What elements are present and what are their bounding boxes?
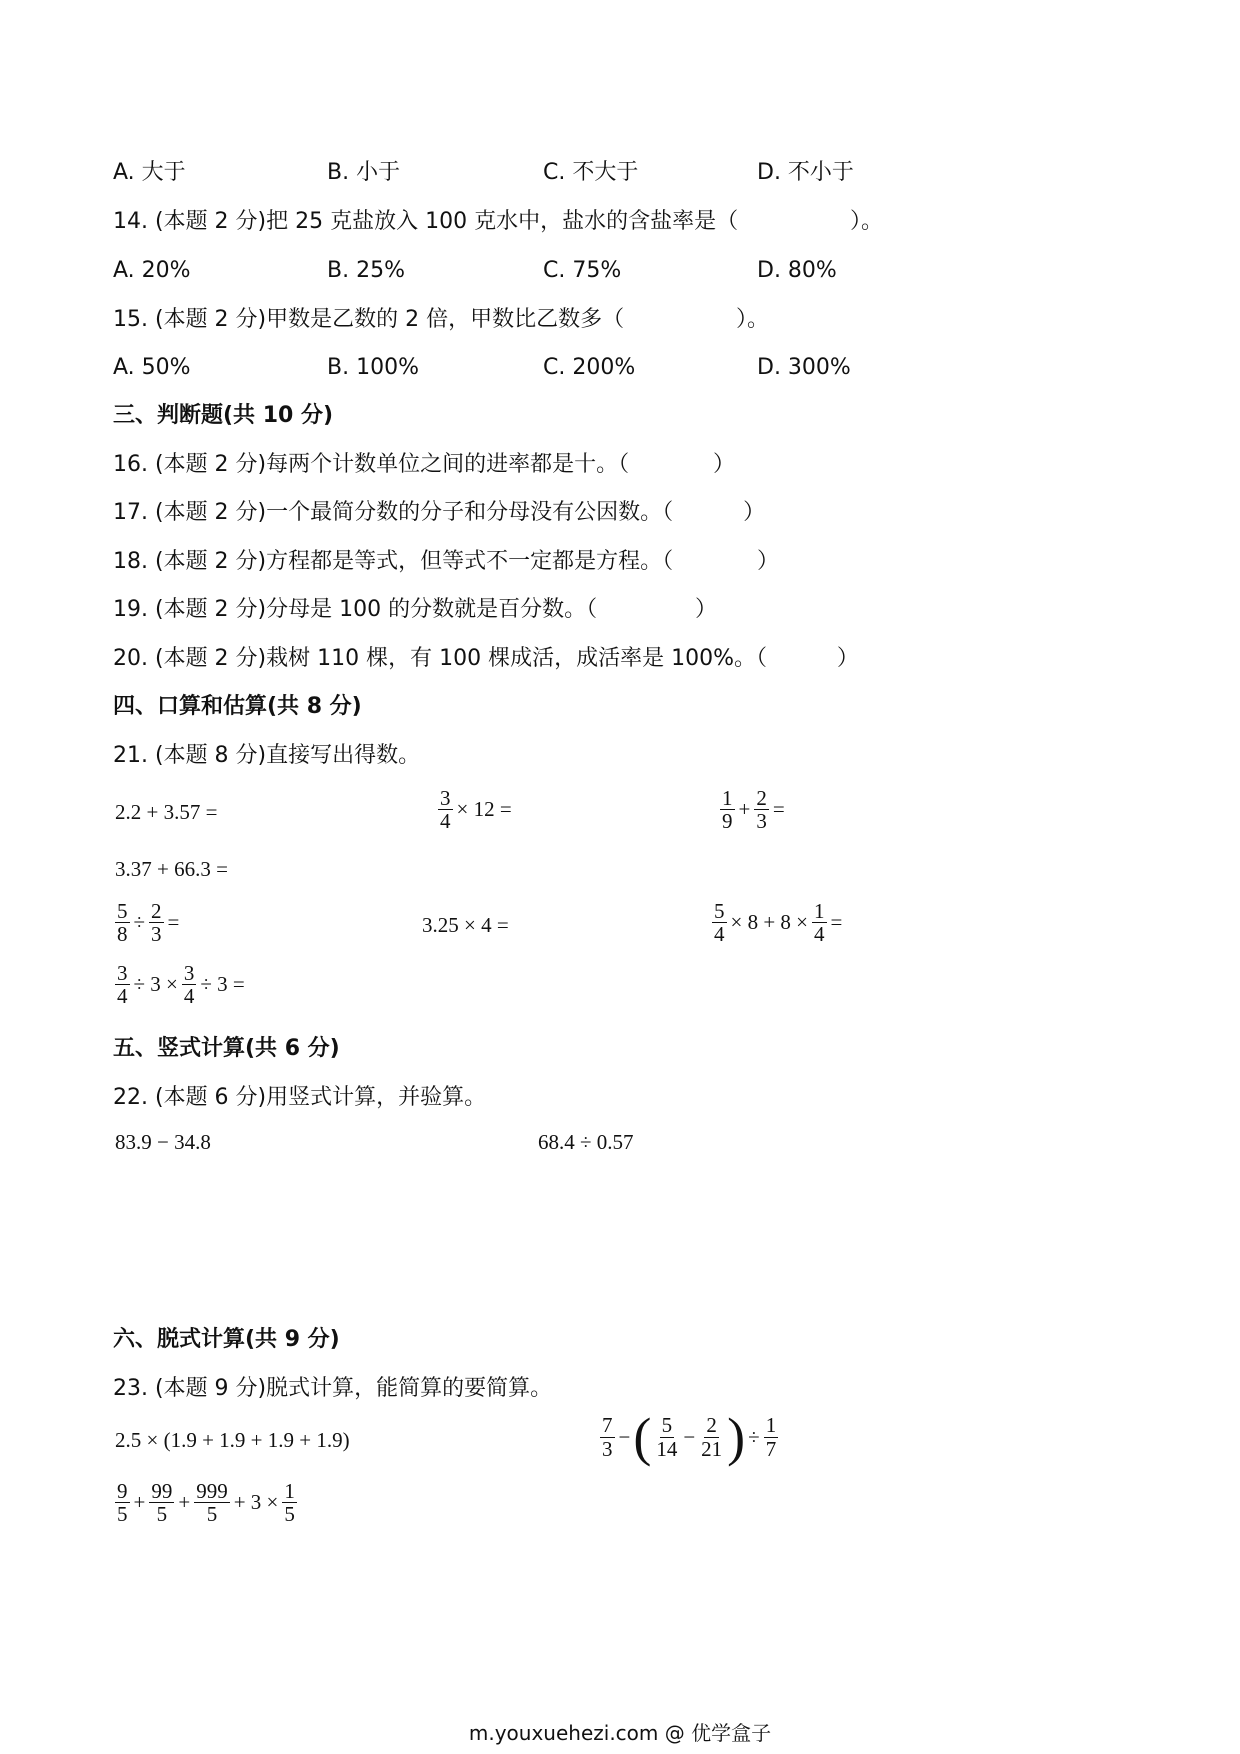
fraction: $\frac{5}{14}$: [656, 1413, 678, 1461]
q13-option-c: C. 不大于: [543, 160, 639, 185]
expr-22-1: 83.9 − 34.8: [115, 1130, 211, 1154]
question-22: 22. (本题 6 分)用竖式计算，并验算。: [113, 1085, 487, 1110]
q13-option-d: D. 不小于: [757, 160, 854, 185]
question-23: 23. (本题 9 分)脱式计算，能简算的要简算。: [113, 1376, 553, 1401]
expr-21-1: 2.2 + 3.57 =: [115, 800, 218, 824]
fraction: $\frac{1}{7}$: [765, 1413, 777, 1461]
fraction: $\frac{2}{21}$: [701, 1413, 723, 1461]
fraction: $\frac{3}{4}$: [117, 961, 128, 1009]
section-4-title: 四、口算和估算(共 8 分): [113, 694, 362, 719]
fraction: $\frac{3}{4}$: [440, 786, 451, 834]
fraction: $\frac{1}{5}$: [284, 1479, 295, 1527]
q14-option-b: B. 25%: [327, 258, 405, 283]
q15-option-b: B. 100%: [327, 355, 419, 380]
q15-option-c: C. 200%: [543, 355, 636, 380]
fraction: $\frac{1}{9}$: [722, 786, 733, 834]
q13-option-a: A. 大于: [113, 160, 186, 185]
question-19: 19. (本题 2 分)分母是 100 的分数就是百分数。（ ）: [113, 597, 718, 622]
question-16: 16. (本题 2 分)每两个计数单位之间的进率都是十。（ ）: [113, 452, 736, 477]
fraction: $\frac{9}{5}$: [117, 1479, 128, 1527]
expr-21-8: $\frac{3}{4}$ ÷ 3 × $\frac{3}{4}$ ÷ 3 =: [117, 961, 245, 1009]
q13-option-b: B. 小于: [327, 160, 401, 185]
expr-23-3: $\frac{9}{5}$ + $\frac{99}{5}$ + $\frac{999}{5}$ + 3 × $\frac{1}{5}$: [117, 1479, 295, 1527]
question-20: 20. (本题 2 分)栽树 110 棵，有 100 棵成活，成活率是 100%。（ ）: [113, 646, 859, 671]
footer-watermark: m.youxuehezi.com @ 优学盒子: [468, 1721, 772, 1745]
fraction: $\frac{3}{4}$: [183, 961, 195, 1009]
q14-option-d: D. 80%: [757, 258, 837, 283]
section-3-title: 三、判断题(共 10 分): [113, 403, 334, 428]
fraction: $\frac{7}{3}$: [602, 1413, 613, 1461]
q14-option-c: C. 75%: [543, 258, 622, 283]
left-paren: (: [633, 1407, 652, 1467]
q15-option-a: A. 50%: [113, 355, 191, 380]
section-6-title: 六、脱式计算(共 9 分): [113, 1327, 340, 1352]
expr-21-7: $\frac{5}{4}$ × 8 + 8 × $\frac{1}{4}$ =: [714, 899, 843, 947]
expr-21-6: 3.25 × 4 =: [422, 913, 509, 937]
right-paren: ): [727, 1407, 746, 1467]
expr-21-2: $\frac{3}{4}$ × 12 =: [440, 786, 512, 834]
fraction: $\frac{99}{5}$: [151, 1479, 173, 1527]
fraction: $\frac{5}{4}$: [714, 899, 725, 947]
q15-option-d: D. 300%: [757, 355, 851, 380]
fraction: $\frac{5}{8}$: [117, 899, 128, 947]
fraction: $\frac{999}{5}$: [196, 1479, 228, 1527]
question-14: 14. (本题 2 分)把 25 克盐放入 100 克水中，盐水的含盐率是（ ）。: [113, 209, 883, 234]
section-5-title: 五、竖式计算(共 6 分): [113, 1036, 340, 1061]
fraction: $\frac{1}{4}$: [814, 899, 825, 947]
expr-23-2: $\frac{7}{3}$ − ( $\frac{5}{14}$ − $\frac{2}{21}$ ) ÷ $\frac{1}{7}$: [602, 1407, 777, 1467]
expr-22-2: 68.4 ÷ 0.57: [538, 1130, 634, 1154]
fraction: $\frac{2}{3}$: [151, 899, 162, 947]
question-15: 15. (本题 2 分)甲数是乙数的 2 倍，甲数比乙数多（ ）。: [113, 307, 770, 332]
question-21: 21. (本题 8 分)直接写出得数。: [113, 743, 421, 768]
expr-21-3: $\frac{1}{9}$ + $\frac{2}{3}$ =: [722, 786, 785, 834]
question-17: 17. (本题 2 分)一个最简分数的分子和分母没有公因数。（ ）: [113, 500, 766, 525]
fraction: $\frac{2}{3}$: [756, 786, 767, 834]
expr-23-1: 2.5 × (1.9 + 1.9 + 1.9 + 1.9): [115, 1428, 350, 1452]
q14-option-a: A. 20%: [113, 258, 191, 283]
expr-21-4: 3.37 + 66.3 =: [115, 857, 228, 881]
question-18: 18. (本题 2 分)方程都是等式，但等式不一定都是方程。（ ）: [113, 549, 780, 574]
expr-21-5: $\frac{5}{8}$ ÷ $\frac{2}{3}$ =: [117, 899, 180, 947]
